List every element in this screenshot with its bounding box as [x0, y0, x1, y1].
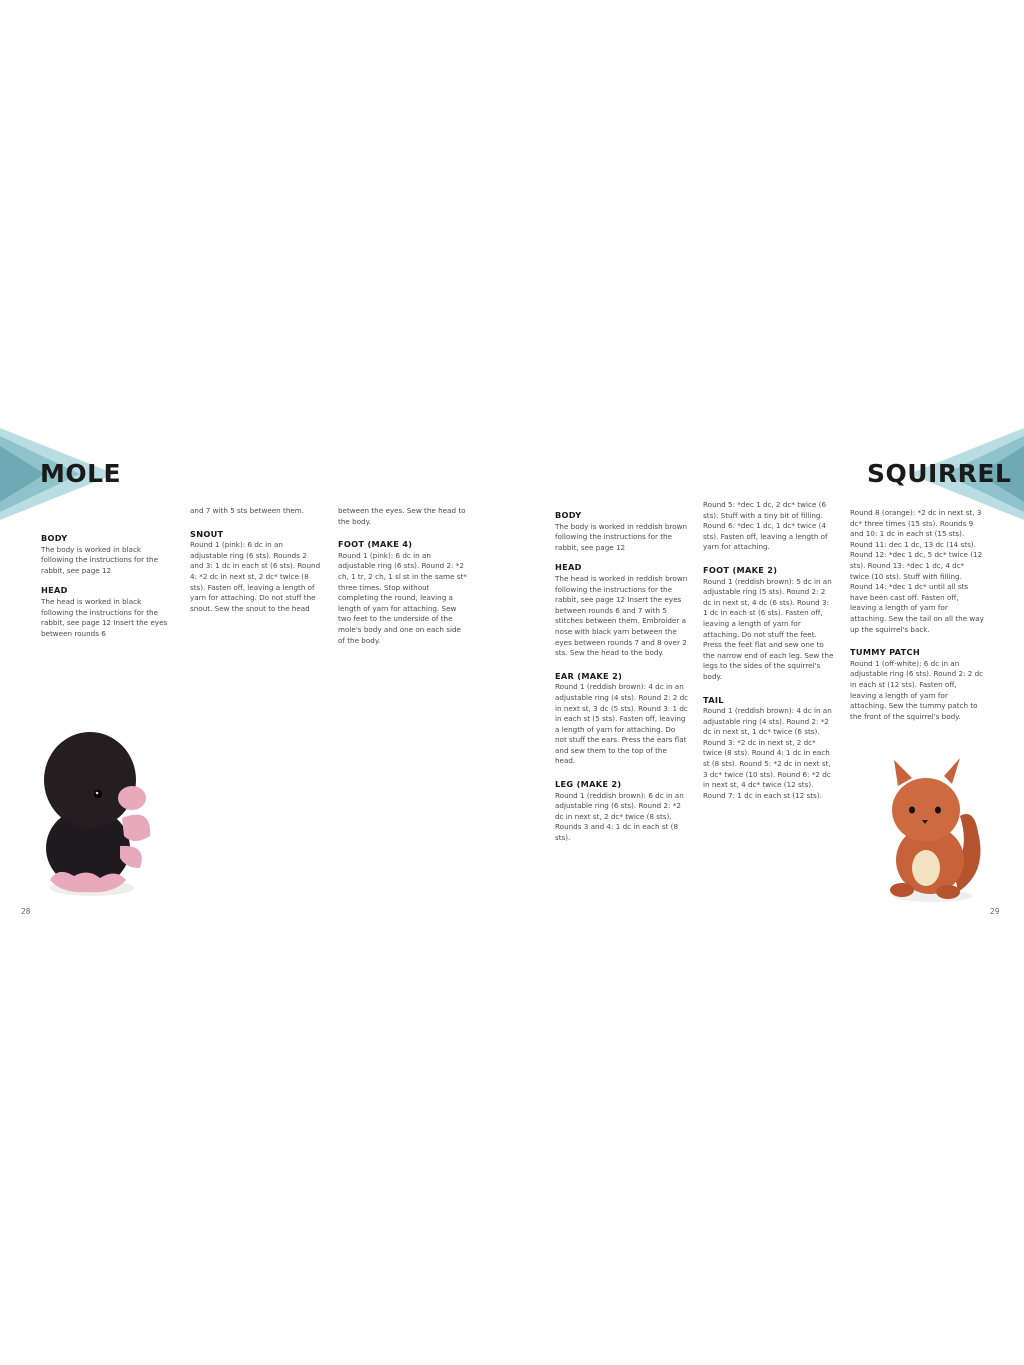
mole-foot-heading: FOOT (MAKE 4): [338, 539, 413, 550]
squirrel-leg-heading: LEG (MAKE 2): [555, 779, 622, 790]
squirrel-foot-heading: FOOT (MAKE 2): [703, 564, 778, 575]
squirrel-title: SQUIRREL: [867, 459, 1012, 488]
mole-body-heading: BODY: [41, 533, 68, 543]
mole-title: MOLE: [40, 459, 122, 488]
mole-amigurumi-photo: [22, 718, 162, 903]
squirrel-body-text: The body is worked in reddish brown following the instructions for the rabbit, see page 12: [555, 521, 688, 552]
squirrel-tail-cont: Round 8 (orange): *2 dc in next st, 3 dc* three times (15 sts). Rounds 9 and 10: 1 dc in each st (15 sts). Round 11: dec 1 dc, 13 dc (14 sts). Round 12: *dec 1 dc, 5 dc* twice (12 sts). Round 13: *dec 1 dc, 4 dc* twice (10 sts). Stuff with filling. Round 14: *dec 1 dc* until all sts have been cast off. Fasten off, leaving a length of yarn for attaching. Sew the tail on all the way up the squirrel's back.: [850, 508, 984, 634]
squirrel-tail-text: Round 1 (reddish brown): 4 dc in an adjustable ring (4 sts). Round 2: *2 dc in next st, 1 dc* twice (6 sts). Round 3: *2 dc in next st, 2 dc* twice (8 sts). Round 4: 1 dc in each st (8 sts). Round 5: *2 dc in next st, 3 dc* twice (10 sts). Round 6: *2 dc in next st, 4 dc* twice (12 sts). Round 7: 1 dc in each st (12 sts).: [703, 706, 832, 800]
left-page-number: 28: [21, 907, 31, 916]
mole-column-2: [190, 506, 322, 623]
squirrel-tail-heading: TAIL: [703, 694, 724, 705]
squirrel-ear-text: Round 1 (reddish brown): 4 dc in an adjustable ring (4 sts). Round 2: 2 dc in next st, 3 dc (5 sts). Round 3: 1 dc in each st (5 sts). Fasten off, leaving a length of yarn for attaching. Do not stuff the ears. Press the ears flat and sew them to the top of the head.: [555, 682, 689, 766]
mole-snout-heading: SNOUT: [190, 528, 224, 539]
squirrel-ear-heading: EAR (MAKE 2): [555, 670, 623, 681]
squirrel-tummy-heading: TUMMY PATCH: [850, 647, 921, 658]
squirrel-head-text: The head is worked in reddish brown following the instructions for the rabbit, see page 12 Insert the eyes between rounds 6 and 7 with 5 stitches between them. Embroider a nose with black yarn between the eyes between rounds 7 and 8 over 2 sts. Sew the head to the body.: [555, 573, 688, 658]
mole-snout-text: Round 1 (pink): 6 dc in an adjustable ring (6 sts). Rounds 2 and 3: 1 dc in each st (6 sts). Round 4: *2 dc in next st, 2 dc* twice (8 sts). Fasten off, leaving a length of yarn for attaching. Do not stuff the snout. Sew the snout to the head: [190, 540, 321, 613]
mole-column-3: [338, 506, 468, 655]
squirrel-body-heading: BODY: [555, 510, 582, 520]
squirrel-leg-cont: Round 5: *dec 1 dc, 2 dc* twice (6 sts). Stuff with a tiny bit of filling. Round 6: *dec 1 dc, 1 dc* twice (4 sts). Fasten off, leaving a length of yarn for attaching.: [703, 500, 828, 552]
squirrel-column-2: [703, 500, 835, 801]
squirrel-column-3: [850, 508, 984, 731]
mole-body-text: The body is worked in black following the instructions for the rabbit, see page 12: [41, 544, 159, 575]
squirrel-tummy-text: Round 1 (off-white): 6 dc in an adjustable ring (6 sts). Round 2: 2 dc in each st (12 sts). Fasten off, leaving a length of yarn for attaching. Sew the tummy patch to the front of the squirrel's body.: [850, 658, 984, 721]
right-page-number: 29: [990, 907, 1000, 916]
mole-column-1: [41, 533, 169, 648]
mole-foot-text: Round 1 (pink): 6 dc in an adjustable ring (6 sts). Round 2: *2 ch, 1 tr, 2 ch, 1 sl st in the same st* three times. Stop without completing the round, leaving a length of yarn for attaching. Sew two feet to the underside of the mole's body and one on each side of the body.: [338, 550, 467, 645]
squirrel-foot-text: Round 1 (reddish brown): 5 dc in an adjustable ring (5 sts). Round 2: 2 dc in next st, 4 dc (6 sts). Round 3: 1 dc in each st (6 sts). Fasten off, leaving a length of yarn for attaching. Do not stuff the feet. Press the feet flat and sew one to the narrow end of each leg. Sew the legs to the sides of the squirrel's body.: [703, 576, 834, 681]
mole-snout-cont: between the eyes. Sew the head to the body.: [338, 506, 466, 526]
squirrel-amigurumi-photo: [878, 752, 988, 904]
mole-head-heading: HEAD: [41, 585, 68, 596]
squirrel-column-1: [555, 510, 689, 844]
mole-head-text: The head is worked in black following the instructions for the rabbit, see page 12 Insert the eyes between rounds 6: [41, 596, 168, 638]
squirrel-leg-text: Round 1 (reddish brown): 6 dc in an adjustable ring (6 sts). Round 2: *2 dc in next st, 2 dc* twice (8 sts). Rounds 3 and 4: 1 dc in each st (8 sts).: [555, 790, 684, 843]
squirrel-head-heading: HEAD: [555, 562, 582, 573]
mole-head-cont: and 7 with 5 sts between them.: [190, 506, 305, 515]
